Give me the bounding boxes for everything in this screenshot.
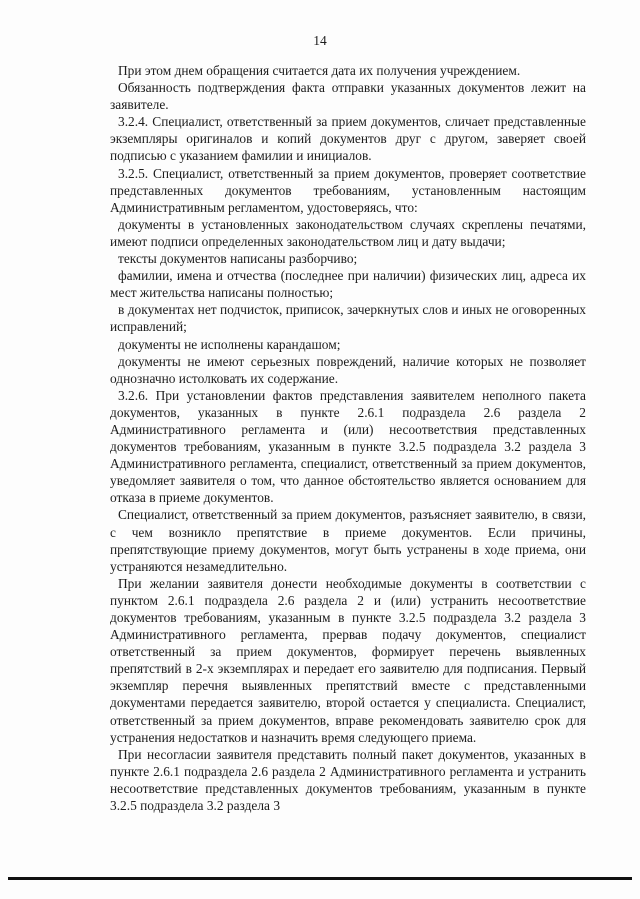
page-number: 14 — [313, 33, 327, 48]
paragraph-check-pencil: документы не исполнены карандашом; — [118, 336, 341, 352]
paragraph-check-damage: документы не имеют серьезных повреждений, наличие которых не позволяет однозначно истолковать их содержание. — [110, 353, 586, 386]
paragraph-check-legible: тексты документов написаны разборчиво; — [118, 251, 358, 267]
document-body — [110, 62, 586, 814]
paragraph-specialist-explains: Специалист, ответственный за прием документов, разъясняет заявителю, в связи, с чем возникло препятствие в приеме документов. Если причины, препятствующие приему документов, могут быть устранены в ходе приема, они устраняются незамедлительно. — [110, 507, 586, 574]
paragraph-check-names: фамилии, имена и отчества (последнее при наличии) физических лиц, адреса их мест жительства написаны полностью; — [110, 268, 586, 301]
paragraph-3-2-4: 3.2.4. Специалист, ответственный за прием документов, сличает представленные экземпляры оригиналов и копий документов друг с другом, заверяет своей подписью с указанием фамилии и инициалов. — [110, 114, 586, 164]
paragraph-3-2-6: 3.2.6. При установлении фактов представления заявителем неполного пакета документов, указанных в пункте 2.6.1 подраздела 2.6 раздела 2 Административного регламента и (или) несоответствия представленных документов требованиям, указанным в пункте 3.2.5 подраздела 3.2 раздела 3 Административного регламента, специалист, ответственный за прием документов, уведомляет заявителя о том, что данное обстоятельство является основанием для отказа в приеме документов. — [110, 387, 586, 506]
bottom-rule — [8, 877, 632, 880]
paragraph-check-corrections: в документах нет подчисток, приписок, зачеркнутых слов и иных не оговоренных исправлений; — [110, 302, 586, 335]
paragraph-check-seals: документы в установленных законодательством случаях скреплены печатями, имеют подписи определенных законодательством лиц и дату выдачи; — [110, 216, 586, 249]
paragraph-appeal-date: При этом днем обращения считается дата их получения учреждением. — [118, 63, 521, 78]
paragraph-applicant-wish: При желании заявителя донести необходимые документы в соответствии с пунктом 2.6.1 подраздела 2.6 раздела 2 и (или) устранить несоответствие документов требованиям, указанным в пункте 3.2.5 подраздела 3.2 раздела 3 Административного регламента, прервав подачу документов, специалист ответственный за прием документов, формирует перечень выявленных препятствий в 2-х экземплярах и передает его заявителю для подписания. Первый экземпляр перечня выявленных препятствий вместе с представленными документами передается заявителю, второй остается у специалиста. Специалист, ответственный за прием документов, вправе рекомендовать заявителю срок для устранения недостатков и назначить время следующего приема. — [110, 575, 586, 745]
paragraph-applicant-disagreement: При несогласии заявителя представить полный пакет документов, указанных в пункте 2.6.1 подраздела 2.6 раздела 2 Административного регламента и устранить несоответствие представленных документов требованиям, указанным в пункте 3.2.5 подраздела 3.2 раздела 3 — [110, 746, 586, 814]
paragraph-3-2-5: 3.2.5. Специалист, ответственный за прием документов, проверяет соответствие представленных документов требованиям, установленным настоящим Административным регламентом, удостоверяясь, что: — [110, 165, 586, 215]
paragraph-proof-obligation: Обязанность подтверждения факта отправки указанных документов лежит на заявителе. — [110, 80, 586, 113]
